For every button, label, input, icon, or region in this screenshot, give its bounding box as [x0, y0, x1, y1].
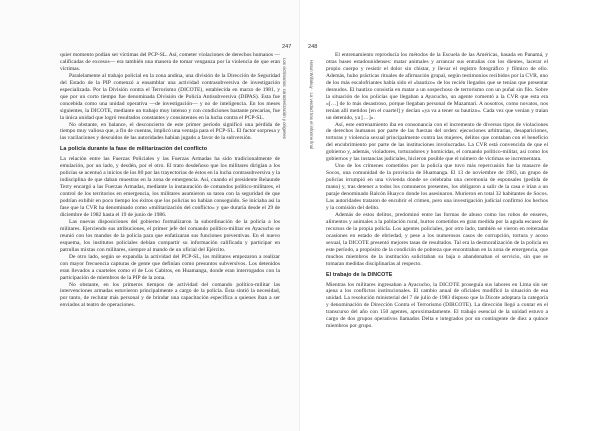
page-number-left: 247	[282, 44, 292, 50]
paragraph: De otro lado, según se expandía la actividad del PCP-SL, los militares empezaron a realizar con mayor frecuencia capturas de gente que definían como presuntos subversivos. Los detenidos eran llevados a cuarteles como el de Los Cabitos, en Huamanga, donde eran interrogados con la participación de miembros de la PIP de la zona.	[60, 253, 280, 281]
section-heading: El trabajo de la DINCOTE	[326, 271, 393, 278]
paragraph: Paralelamente al trabajo policial en la zona andina, una división de la Dirección de Seguridad del Estado de la PIP comenzó a ensamblar una actividad contrasubversiva de investigación especializada. Por la División contra el Terrorismo (DICOTE), establecida en marzo de 1981, y que por un corto tiempo fue denominada División de Policía Antisubversiva (DIPAS). Esta fue concebida como una unidad operativa —de investigación— y no de inteligencia. En los meses siguientes, la DICOTE, mediante un trabajo muy intenso y con condiciones bastante precarias, fue la única unidad que logró resultados constantes y consistentes en la lucha contra el PCP-SL.	[60, 72, 280, 121]
paragraph: No obstante, en los primeros tiempos de actividad del comando político-militar las intervenciones armadas estuvieron principalmente a cargo de la policía. Ésta sintió la necesidad, por tanto, de reclutar más personal y de brindar una capacitación específica a quienes iban a ser enviados al teatro de operaciones.	[60, 281, 280, 309]
paragraph: quier momento podían ser víctimas del PCP-SL. Así, cometer violaciones de derechos humanos —calificadas de excesos— era también una manera de tomar venganza por la violencia de que eran víctimas.	[60, 52, 280, 72]
paragraph: No obstante, en balance, el desconcierto de este primer período significó una pérdida de tiempo muy valiosa que, a fin de cuentas, implicó una ventaja para el PCP-SL. El factor sorpresa y las vacilaciones y descuidos de las autoridades habían jugado a favor de la subversión.	[60, 121, 280, 142]
section-heading: La policía durante la fase de militarización del conflicto	[60, 146, 208, 153]
paragraph: Las nuevas disposiciones del gobierno formalizaron la subordinación de la policía a los militares. Ejerciendo sus atribuciones, el primer jefe del comando político-militar en Ayacucho se reunió con los mandos de la policía para que enfatizaran sus funciones preventivas. En el nuevo esquema, los institutos policiales debían compartir su información calificada y participar en patrullas mixtas con militares, siempre al mando de un oficial del Ejército.	[60, 218, 280, 253]
paragraph: Mientras los militares ingresaban a Ayacucho, la DICOTE proseguía sus labores en Lima sin ser ajena a los conflictos institucionales. El cambio anual de oficiales modificó la situación de esa unidad. La resolución ministerial del 7 de julio de 1983 dispuso que la Dicote adoptara la categoría y denominación de Dirección Contra el Terrorismo (DIRCOTE). La dirección llegó a contar en el transcurso del año con 150 agentes, aproximadamente. El trabajo esencial de la unidad estuvo a cargo de dos grupos operativos llamados Delta e integrados por un contingente de diez a quince miembros por grupo.	[326, 281, 548, 330]
paragraph: Uno de los crímenes cometidos por la policía que tuvo más repercusión fue la masacre de Socos, una comunidad de la provincia de Huamanga. El 13 de noviembre de 1983, un grupo de policías irrumpió en una vivienda donde se celebraba una ceremonia de esponsales (pedida de mano) y, tras detener a todos los comuneros presentes, los obligaron a salir de la casa e irían a un paraje denominado Balcón Huayco donde los asesinaron. Murieron en total 32 habitantes de Socos. Las autoridades trataron de encubrir el crimen, pero una investigación judicial confirmó los hechos y la comisión del delito.	[326, 163, 548, 211]
paragraph: La relación entre las Fuerzas Policiales y las Fuerzas Armadas ha sido tradicionalmente de emulación, por un lado, y desdén, por el otro. El trato desdeñoso que los militares dirigían a los policías se acentuó a inicios de los 80 por las trayectorias de éstos en la lucha contrasubversiva y la indisciplina de que daban muestras en la zona de emergencia. Así, cuando el presidente Belaunde Terry encargó a las Fuerzas Armadas, mediante la instauración de comandos político-militares, el control de los territorios en emergencia, los militares asumieron su tarea con la seguridad de que podrían exhibir en poco tiempo los éxitos que los policías no habían conseguido. Se iniciaba así la fase que la CVR ha denominado como «militarización del conflicto» y que duraría desde el 29 de diciembre de 1982 hasta el 19 de junio de 1986.	[60, 156, 280, 218]
right-page-text-column	[326, 52, 548, 330]
running-head-right: Hatun Willakuy · La verdad tras el informe final	[309, 60, 314, 150]
paragraph: Además de estos delitos, predominó entre las formas de abuso como los robos de enseres, alimentos y animales a la población rural, hurtos cometidos en gran medida por la aguda escasez de recursos de la propia policía. Los agentes policiales, por otro lado, también se vieron en reiteradas ocasiones en estado de ebriedad, y pese a los numerosos casos de corrupción, tortura y acoso sexual, la DICOTE presentó mejores tasas de resultados. Tal era la desmoralización de la policía en este período, a propósito de la condición de pobreza que encontraban en la zona de emergencia, que muchos miembros de la institución solicitaban su baja o abandonaban el servicio, sin que se tomaran medidas disciplinarias al respecto.	[326, 211, 548, 267]
page-number-right: 248	[308, 44, 318, 50]
right-page	[300, 0, 600, 431]
running-head-left: Los victimarios: caracterización y orígenes	[282, 58, 287, 139]
paragraph: El entrenamiento reproducía los métodos de la Escuela de las Américas, basada en Panamá, y otras bases estadounidenses: matar animales y arrancar sus entrañas con los dientes, lacerar el propio cuerpo y resistir el dolor sin chistar, y llevar el registro fotográfico y fílmico de ello. Además, hubo prácticas rituales de afirmación grupal, según testimonios recibidos por la CVR, uno de los más escalofriantes había sido el «bautizo» de los recién llegados que se tenían que presentar desnudos. El bautizo consistía en matar a un sospechoso de terrorismo con un puñal sin filo. Sobre la situación de los policías que llegaban a Ayacucho, un agente comentó a la CVR que esta era «[…] de lo más desastroso, porque llegaban personal de Mazamari. A nosotros, como novatos, nos tenían allí metidos [en el cuartel] y decían «ya va a tener su bautizo». Cada vez que venían y traían un detenido, ya […]».	[326, 52, 548, 121]
paragraph: Así, este entrenamiento iba en consonancia con el incremento de diversos tipos de violaciones de derechos humanos por parte de las fuerzas del orden: ejecuciones arbitrarias, desapariciones, torturas y violencia sexual principalmente contra las mujeres, delitos que contaban con el beneficio del encubrimiento por parte de las instituciones involucradas. La CVR está convencida de que el gobierno y, además, violadores, torturadores y homicidas, el comando político-militar, así como los gobiernos y las instancias judiciales, hicieron posible que el número de víctimas se incrementara.	[326, 121, 548, 163]
left-page-text-column	[60, 52, 280, 309]
